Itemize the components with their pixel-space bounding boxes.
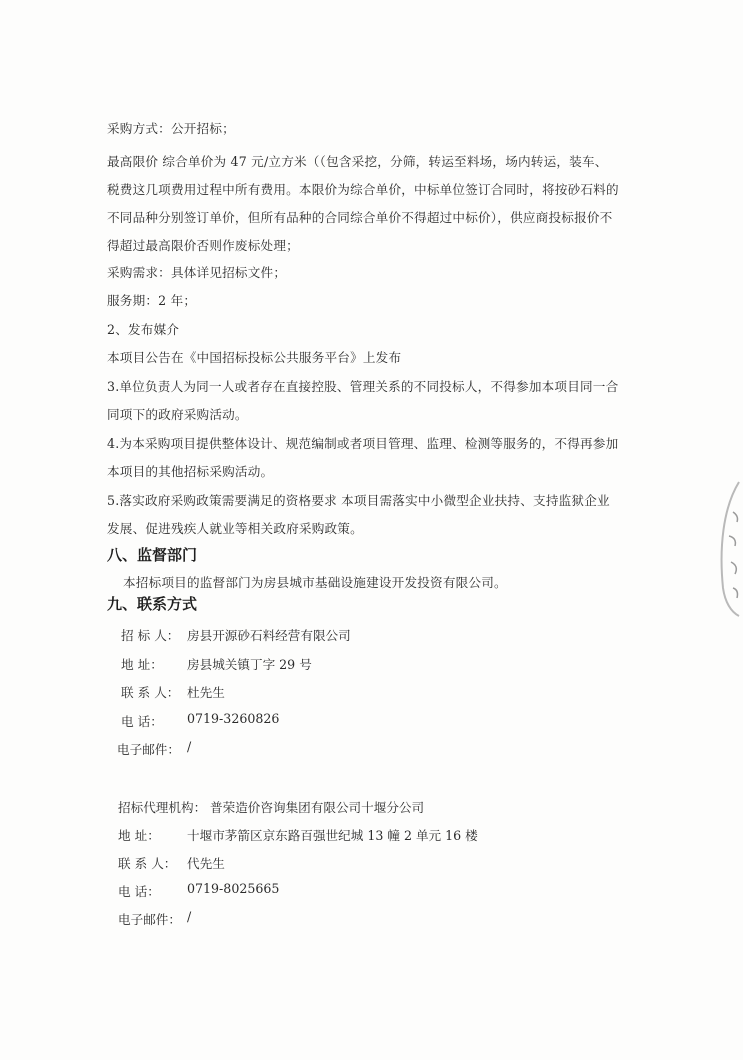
agent-phone-value: 0719-8025665: [187, 881, 280, 896]
rule-4-line-1: 4.为本采购项目提供整体设计、规范编制或者项目管理、监理、检测等服务的，不得再参加: [107, 436, 619, 451]
rule-5-line-2: 发展、促进残疾人就业等相关政府采购政策。: [107, 521, 363, 536]
rule-3-line-2: 同项下的政府采购活动。: [107, 407, 248, 422]
agent-phone-label: 电 话：: [118, 884, 160, 899]
max-price-line-4: 得超过最高限价否则作废标处理；: [107, 238, 299, 253]
tenderer-label: 招 标 人：: [121, 628, 180, 643]
publish-heading: 2、发布媒介: [107, 322, 180, 337]
max-price-line-2: 税费这几项费用过程中所有费用。本限价为综合单价，中标单位签订合同时，将按砂石料的: [107, 182, 619, 197]
agent-email-label: 电子邮件：: [118, 912, 181, 927]
rule-5-line-1: 5.落实政府采购政策需要满足的资格要求 本项目需落实中小微型企业扶持、支持监狱企业: [107, 493, 610, 508]
agent-value: 普荣造价咨询集团有限公司十堰分公司: [210, 800, 425, 815]
agent-contact-value: 代先生: [187, 856, 225, 871]
contact-heading: 九、联系方式: [107, 595, 198, 613]
tenderer-phone-label: 电 话：: [121, 714, 163, 729]
agent-contact-label: 联 系 人：: [118, 856, 177, 871]
agent-address-label: 地 址：: [118, 828, 160, 843]
tenderer-address-value: 房县城关镇丁字 29 号: [187, 657, 312, 672]
supervision-text: 本招标项目的监督部门为房县城市基础设施建设开发投资有限公司。: [123, 575, 507, 590]
tenderer-value: 房县开源砂石料经营有限公司: [187, 628, 351, 643]
tenderer-address-label: 地 址：: [121, 657, 163, 672]
rule-4-line-2: 本项目的其他招标采购活动。: [107, 464, 274, 479]
agent-email-value: /: [187, 909, 192, 924]
agent-label: 招标代理机构：: [118, 800, 207, 815]
tenderer-contact-value: 杜先生: [187, 685, 225, 700]
rule-3-line-1: 3.单位负责人为同一人或者存在直接控股、管理关系的不同投标人，不得参加本项目同一合: [107, 379, 619, 394]
tenderer-contact-label: 联 系 人：: [121, 685, 180, 700]
supervision-heading: 八、监督部门: [107, 546, 198, 564]
max-price-line-3: 不同品种分别签订单价，但所有品种的合同综合单价不得超过中标价），供应商投标报价不: [107, 210, 613, 225]
service-period: 服务期：2 年；: [107, 293, 197, 308]
procurement-demand: 采购需求：具体详见招标文件；: [107, 265, 287, 280]
tenderer-email-value: /: [187, 739, 192, 754]
publish-text: 本项目公告在《中国招标投标公共服务平台》上发布: [107, 350, 402, 365]
agent-address-value: 十堰市茅箭区京东路百强世纪城 13 幢 2 单元 16 楼: [187, 828, 478, 843]
max-price-line-1: 最高限价 综合单价为 47 元/立方米（（包含采挖，分筛，转运至料场，场内转运，装车、: [107, 154, 608, 169]
procurement-method: 采购方式：公开招标；: [107, 121, 235, 136]
tenderer-email-label: 电子邮件：: [117, 742, 180, 757]
tenderer-phone-value: 0719-3260826: [187, 711, 280, 726]
seal-stamp-icon: [709, 478, 743, 618]
